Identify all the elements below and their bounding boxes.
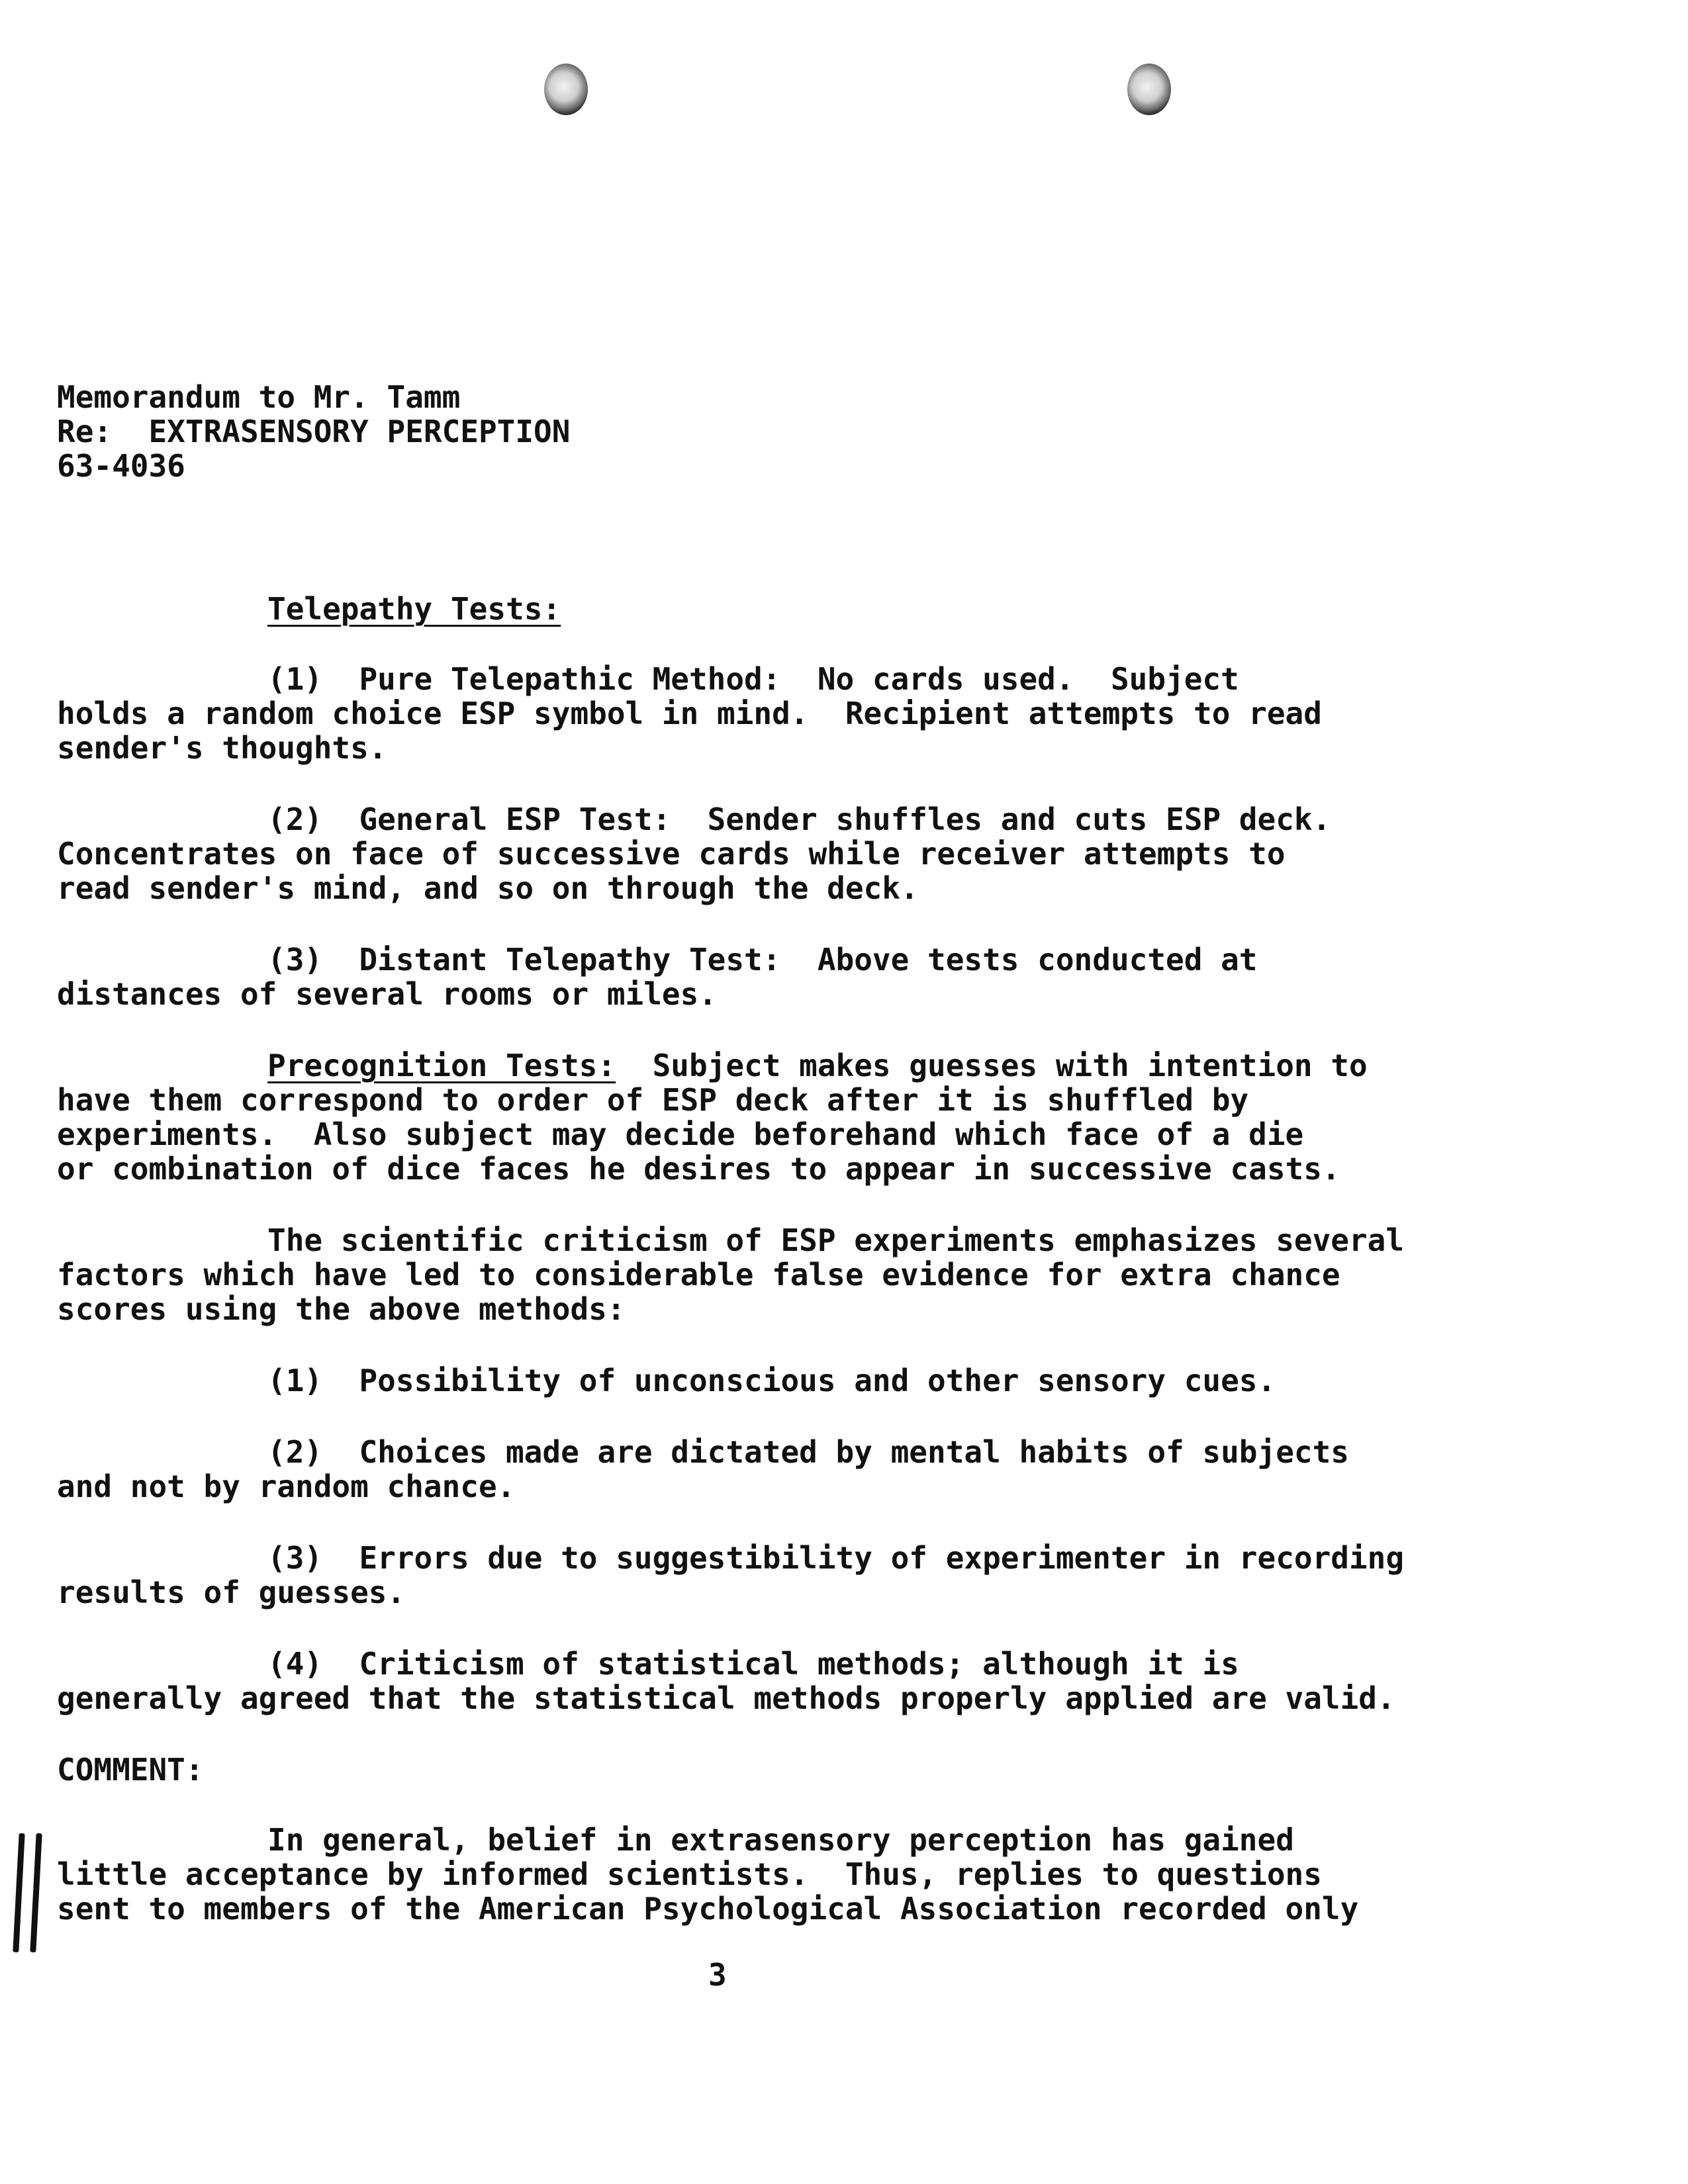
punch-hole-right xyxy=(1127,64,1171,115)
margin-mark-right xyxy=(30,1833,42,1952)
criticism-item2-line1: (2) Choices made are dictated by mental habits of subjects xyxy=(267,1434,1349,1470)
telepathy-heading: Telepathy Tests: xyxy=(267,591,561,627)
memo-re-line: Re: EXTRASENSORY PERCEPTION xyxy=(57,414,571,449)
criticism-line1: The scientific criticism of ESP experiments emphasizes several xyxy=(267,1222,1405,1258)
memo-file-number: 63-4036 xyxy=(57,448,185,484)
criticism-item2-line2: and not by random chance. xyxy=(57,1469,516,1504)
precognition-line3: experiments. Also subject may decide beforehand which face of a die xyxy=(57,1116,1304,1152)
criticism-line3: scores using the above methods: xyxy=(57,1291,626,1327)
telepathy-item1-line2: holds a random choice ESP symbol in mind. Recipient attempts to read xyxy=(57,696,1322,731)
precognition-heading: Precognition Tests: xyxy=(267,1048,616,1083)
telepathy-item2-line1: (2) General ESP Test: Sender shuffles and cuts ESP deck. xyxy=(267,801,1331,837)
comment-line3: sent to members of the American Psychological Association recorded only xyxy=(57,1891,1359,1927)
page-number: 3 xyxy=(708,1957,727,1993)
comment-line2: little acceptance by informed scientists. Thus, replies to questions xyxy=(57,1856,1322,1892)
comment-line1: In general, belief in extrasensory perception has gained xyxy=(267,1822,1294,1858)
telepathy-item1-line3: sender's thoughts. xyxy=(57,730,387,766)
precognition-line4: or combination of dice faces he desires to appear in successive casts. xyxy=(57,1151,1340,1187)
precognition-line1-text: Subject makes guesses with intention to xyxy=(616,1048,1368,1083)
telepathy-item2-line2: Concentrates on face of successive cards while receiver attempts to xyxy=(57,836,1286,872)
criticism-item3-line2: results of guesses. xyxy=(57,1574,406,1610)
comment-heading: COMMENT: xyxy=(57,1752,204,1788)
criticism-item3-line1: (3) Errors due to suggestibility of experimenter in recording xyxy=(267,1540,1405,1576)
telepathy-item3-line2: distances of several rooms or miles. xyxy=(57,976,717,1012)
margin-mark-left xyxy=(13,1833,24,1952)
telepathy-item2-line3: read sender's mind, and so on through the deck. xyxy=(57,870,919,906)
criticism-item4-line1: (4) Criticism of statistical methods; although it is xyxy=(267,1646,1239,1682)
punch-hole-left xyxy=(544,64,588,115)
precognition-line2: have them correspond to order of ESP deck after it is shuffled by xyxy=(57,1082,1249,1118)
telepathy-item1-line1: (1) Pure Telepathic Method: No cards used. Subject xyxy=(267,661,1239,697)
precognition-line1 xyxy=(267,1048,1368,1083)
telepathy-item3-line1: (3) Distant Telepathy Test: Above tests conducted at xyxy=(267,942,1258,978)
memo-to-line: Memorandum to Mr. Tamm xyxy=(57,379,461,415)
criticism-item1: (1) Possibility of unconscious and other sensory cues. xyxy=(267,1363,1276,1398)
criticism-line2: factors which have led to considerable false evidence for extra chance xyxy=(57,1257,1340,1293)
criticism-item4-line2: generally agreed that the statistical methods properly applied are valid. xyxy=(57,1680,1395,1716)
